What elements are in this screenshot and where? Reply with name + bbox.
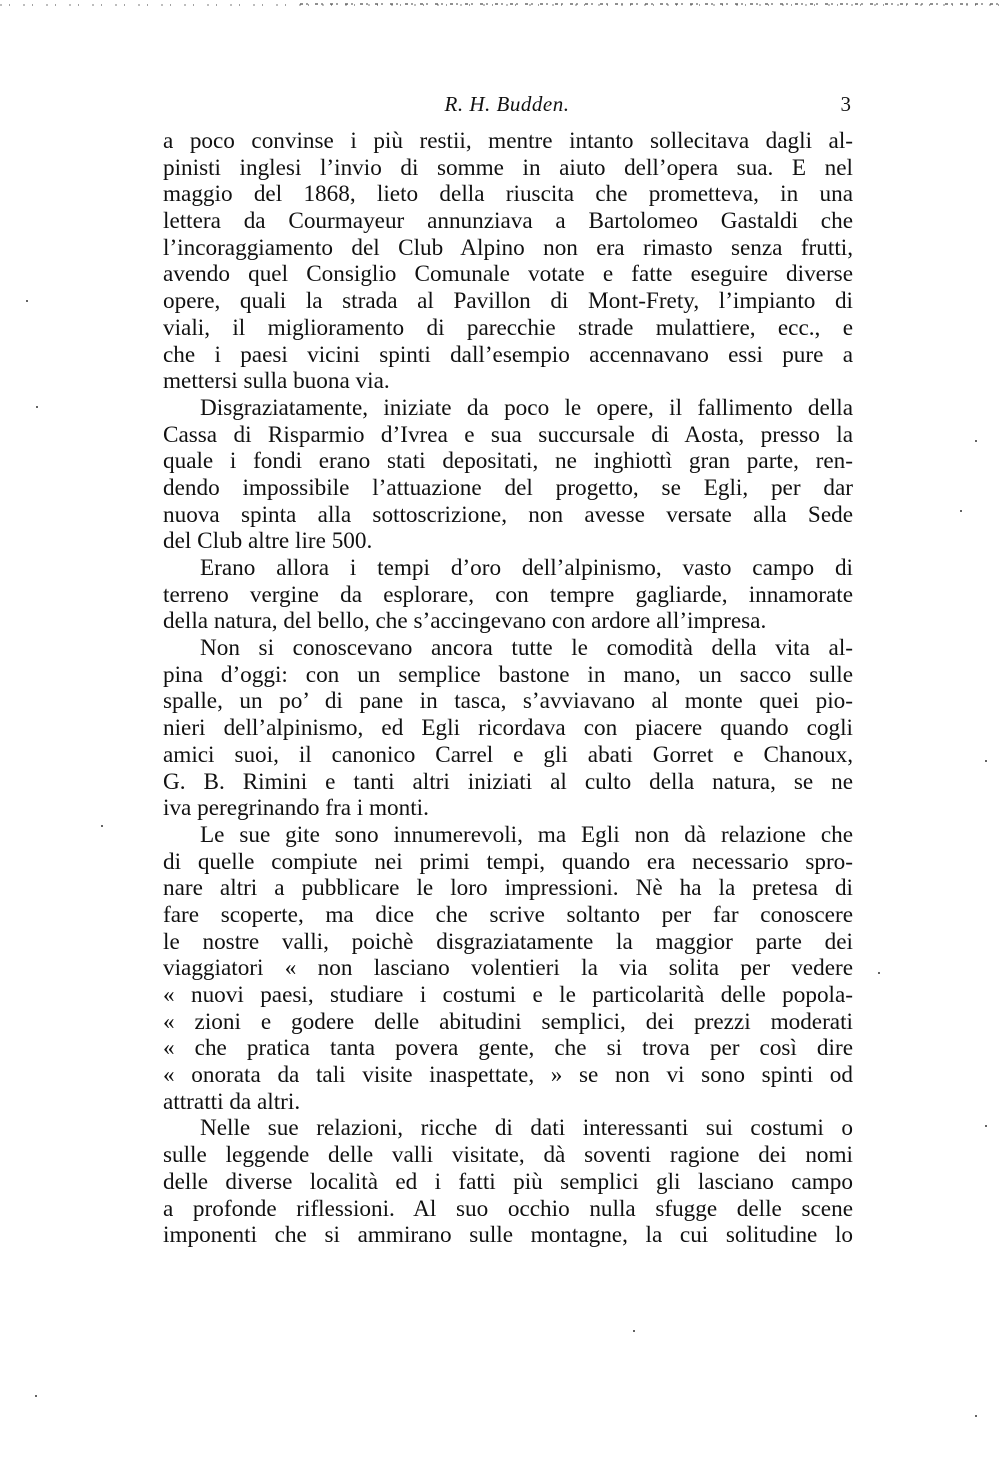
page-number: 3 — [840, 92, 851, 116]
text-line: viaggiatori « non lasciano volentieri la via solita per vedere — [163, 955, 853, 982]
text-line: le nostre valli, poichè disgraziatamente la maggior parte dei — [163, 928, 853, 955]
text-line: di quelle compiute nei primi tempi, quando era necessario spro- — [163, 848, 853, 875]
scan-speck — [878, 972, 880, 974]
paragraph-first-line: Erano allora i tempi d’oro dell’alpinismo, vasto campo di — [200, 555, 853, 581]
text-line: dendo impossibile l’attuazione del progetto, se Egli, per dar — [163, 474, 853, 501]
body-text — [163, 128, 853, 1249]
text-line: nare altri a pubblicare le loro impressioni. Nè ha la pretesa di — [163, 875, 853, 902]
text-line: l’incoraggiamento del Club Alpino non era rimasto senza frutti, — [163, 234, 853, 261]
text-line: iva peregrinando fra i monti. — [163, 795, 429, 822]
scan-speck — [960, 510, 962, 512]
running-head — [163, 92, 851, 116]
text-line: attratti da altri. — [163, 1088, 301, 1115]
scan-speck — [985, 760, 987, 762]
text-line: opere, quali la strada al Pavillon di Mont-Frety, l’impianto di — [163, 288, 853, 315]
text-line: delle diverse località ed i fatti più semplici gli lasciano campo — [163, 1168, 853, 1195]
paragraph-first-line: Non si conoscevano ancora tutte le comodità della vita al- — [200, 635, 853, 662]
text-line: avendo quel Consiglio Comunale votate e fatte eseguire diverse — [163, 261, 853, 288]
paragraph-first-line: Disgraziatamente, iniziate da poco le opere, il fallimento della — [200, 394, 853, 421]
scan-speck — [975, 1415, 977, 1417]
text-line: pina d’oggi: con un semplice bastone in mano, un sacco sulle — [163, 661, 853, 688]
scan-artifact-top-edge-right — [300, 3, 1000, 5]
text-line: fare scoperte, ma dice che scrive soltanto per far conoscere — [163, 901, 853, 928]
text-line: nuova spinta alla sottoscrizione, non avesse versate alla Sede — [163, 501, 853, 528]
text-line: lettera da Courmayeur annunziava a Bartolomeo Gastaldi che — [163, 208, 853, 235]
text-line: che i paesi vicini spinti dall’esempio accennavano essi pure a — [163, 341, 853, 368]
scan-speck — [101, 825, 103, 827]
running-title: R. H. Budden. — [444, 92, 570, 116]
text-line: maggio del 1868, lieto della riuscita che prometteva, in una — [163, 181, 853, 208]
text-line: « zioni e godere delle abitudini semplici, dei prezzi moderati — [163, 1008, 853, 1035]
text-line: « che pratica tanta povera gente, che si trova per così dire — [163, 1035, 853, 1062]
text-line: spalle, un po’ di pane in tasca, s’avviavano al monte quei pio- — [163, 688, 853, 715]
text-line: quale i fondi erano stati depositati, ne inghiottì gran parte, ren- — [163, 448, 853, 475]
text-line: imponenti che si ammirano sulle montagne, la cui solitudine lo — [163, 1222, 853, 1249]
scan-speck — [633, 1330, 635, 1332]
text-line: G. B. Rimini e tanti altri iniziati al culto della natura, se ne — [163, 768, 853, 795]
text-line: a profonde riflessioni. Al suo occhio nulla sfugge delle scene — [163, 1195, 853, 1222]
text-line: mettersi sulla buona via. — [163, 368, 390, 395]
paragraph-first-line: Nelle sue relazioni, ricche di dati interessanti sui costumi o — [200, 1115, 853, 1142]
text-line: viali, il miglioramento di parecchie strade mulattiere, ecc., e — [163, 314, 853, 341]
text-line: amici suoi, il canonico Carrel e gli abati Gorret e Chanoux, — [163, 741, 853, 768]
text-line: nieri dell’alpinismo, ed Egli ricordava con piacere quando cogli — [163, 715, 853, 742]
scan-speck — [26, 300, 28, 302]
scan-speck — [975, 440, 977, 442]
text-line: pinisti inglesi l’invio di somme in aiuto dell’opera sua. E nel — [163, 154, 853, 181]
text-line: Cassa di Risparmio d’Ivrea e sua succursale di Aosta, presso la — [163, 421, 853, 448]
text-line: della natura, del bello, che s’accingevano con ardore all’impresa. — [163, 608, 767, 635]
paragraph-first-line: Le sue gite sono innumerevoli, ma Egli non dà relazione che — [200, 821, 853, 848]
text-line: « onorata da tali visite inaspettate, » se non vi sono spinti od — [163, 1062, 853, 1089]
text-line: « nuovi paesi, studiare i costumi e le particolarità delle popola- — [163, 982, 853, 1008]
text-line: a poco convinse i più restii, mentre intanto sollecitava dagli al- — [163, 128, 853, 154]
text-line: sulle leggende delle valli visitate, dà soventi ragione dei nomi — [163, 1142, 853, 1169]
scan-speck — [36, 406, 38, 408]
text-line: del Club altre lire 500. — [163, 528, 373, 555]
scan-speck — [985, 1125, 987, 1127]
scan-speck — [35, 1395, 37, 1397]
text-line: terreno vergine da esplorare, con tempre gagliarde, innamorate — [163, 581, 853, 608]
